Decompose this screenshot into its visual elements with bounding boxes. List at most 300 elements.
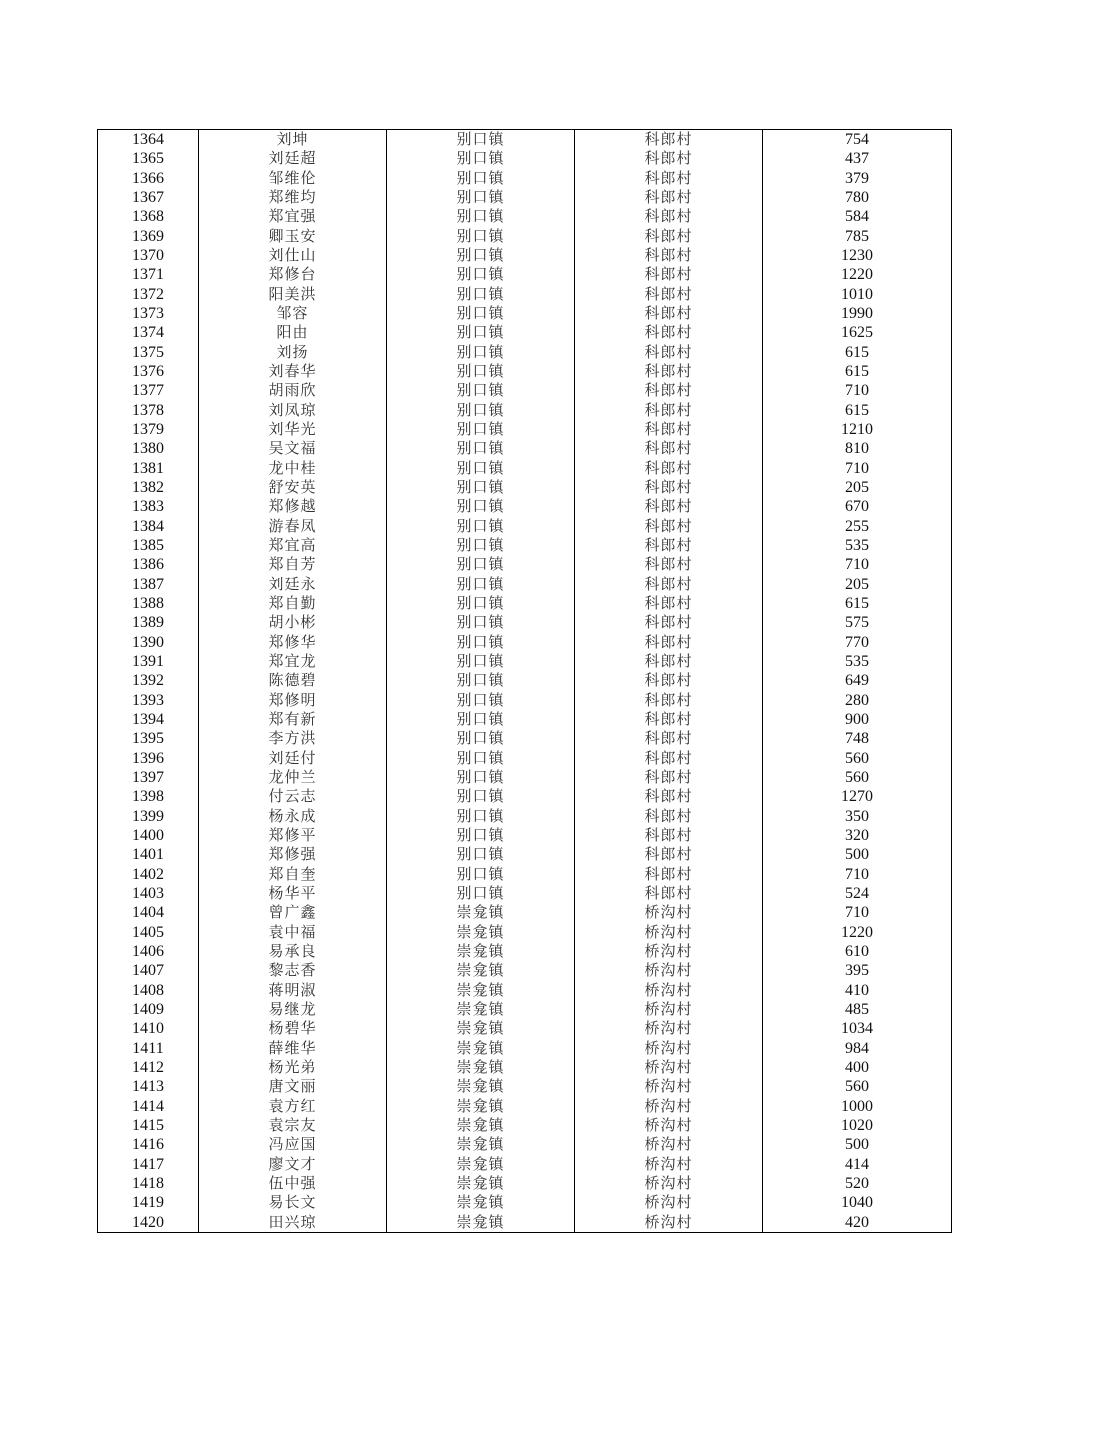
town-cell: 别口镇	[387, 864, 575, 883]
row-index-cell: 1414	[98, 1096, 199, 1115]
table-row	[98, 1019, 952, 1038]
village-cell: 桥沟村	[575, 1019, 763, 1038]
row-index-cell: 1417	[98, 1154, 199, 1173]
village-cell: 科郎村	[575, 265, 763, 284]
table-row	[98, 149, 952, 168]
table-row	[98, 594, 952, 613]
name-cell: 郑修越	[199, 497, 387, 516]
name-cell: 刘凤琼	[199, 401, 387, 420]
town-cell: 崇龛镇	[387, 1174, 575, 1193]
town-cell: 崇龛镇	[387, 942, 575, 961]
village-cell: 桥沟村	[575, 1154, 763, 1173]
town-cell: 别口镇	[387, 362, 575, 381]
amount-cell: 280	[763, 691, 952, 710]
town-cell: 别口镇	[387, 845, 575, 864]
row-index-cell: 1382	[98, 478, 199, 497]
amount-cell: 1210	[763, 420, 952, 439]
village-cell: 科郎村	[575, 459, 763, 478]
name-cell: 郑修华	[199, 633, 387, 652]
village-cell: 科郎村	[575, 285, 763, 304]
row-index-cell: 1408	[98, 980, 199, 999]
name-cell: 郑宜高	[199, 536, 387, 555]
town-cell: 崇龛镇	[387, 961, 575, 980]
name-cell: 卿玉安	[199, 227, 387, 246]
name-cell: 刘华光	[199, 420, 387, 439]
row-index-cell: 1371	[98, 265, 199, 284]
town-cell: 崇龛镇	[387, 1212, 575, 1232]
town-cell: 别口镇	[387, 207, 575, 226]
table-row	[98, 420, 952, 439]
table-row	[98, 1212, 952, 1232]
town-cell: 别口镇	[387, 749, 575, 768]
village-cell: 科郎村	[575, 517, 763, 536]
amount-cell: 615	[763, 594, 952, 613]
row-index-cell: 1374	[98, 323, 199, 342]
village-cell: 科郎村	[575, 420, 763, 439]
town-cell: 别口镇	[387, 555, 575, 574]
row-index-cell: 1392	[98, 671, 199, 690]
village-cell: 桥沟村	[575, 942, 763, 961]
amount-cell: 395	[763, 961, 952, 980]
name-cell: 胡雨欣	[199, 381, 387, 400]
town-cell: 别口镇	[387, 826, 575, 845]
town-cell: 别口镇	[387, 497, 575, 516]
name-cell: 廖文才	[199, 1154, 387, 1173]
table-row	[98, 246, 952, 265]
name-cell: 邹维伦	[199, 169, 387, 188]
row-index-cell: 1404	[98, 903, 199, 922]
row-index-cell: 1384	[98, 517, 199, 536]
amount-cell: 1040	[763, 1193, 952, 1212]
row-index-cell: 1401	[98, 845, 199, 864]
amount-cell: 379	[763, 169, 952, 188]
town-cell: 别口镇	[387, 517, 575, 536]
name-cell: 郑修明	[199, 691, 387, 710]
village-cell: 科郎村	[575, 304, 763, 323]
table-row	[98, 304, 952, 323]
town-cell: 别口镇	[387, 459, 575, 478]
village-cell: 科郎村	[575, 845, 763, 864]
name-cell: 易承良	[199, 942, 387, 961]
amount-cell: 649	[763, 671, 952, 690]
table-row	[98, 652, 952, 671]
town-cell: 别口镇	[387, 575, 575, 594]
row-index-cell: 1370	[98, 246, 199, 265]
village-cell: 桥沟村	[575, 1116, 763, 1135]
town-cell: 崇龛镇	[387, 1000, 575, 1019]
town-cell: 别口镇	[387, 536, 575, 555]
village-cell: 科郎村	[575, 497, 763, 516]
table-row	[98, 787, 952, 806]
amount-cell: 1220	[763, 922, 952, 941]
amount-cell: 1270	[763, 787, 952, 806]
town-cell: 崇龛镇	[387, 922, 575, 941]
amount-cell: 575	[763, 613, 952, 632]
amount-cell: 560	[763, 749, 952, 768]
row-index-cell: 1412	[98, 1058, 199, 1077]
town-cell: 崇龛镇	[387, 1077, 575, 1096]
row-index-cell: 1398	[98, 787, 199, 806]
table-row	[98, 1154, 952, 1173]
amount-cell: 615	[763, 362, 952, 381]
town-cell: 崇龛镇	[387, 1058, 575, 1077]
table-row	[98, 478, 952, 497]
table-row	[98, 323, 952, 342]
row-index-cell: 1375	[98, 343, 199, 362]
amount-cell: 1625	[763, 323, 952, 342]
table-row	[98, 768, 952, 787]
row-index-cell: 1366	[98, 169, 199, 188]
table-row	[98, 613, 952, 632]
town-cell: 别口镇	[387, 343, 575, 362]
amount-cell: 810	[763, 439, 952, 458]
table-row	[98, 1174, 952, 1193]
name-cell: 郑自奎	[199, 864, 387, 883]
name-cell: 邹容	[199, 304, 387, 323]
row-index-cell: 1390	[98, 633, 199, 652]
name-cell: 郑修台	[199, 265, 387, 284]
village-cell: 科郎村	[575, 826, 763, 845]
amount-cell: 255	[763, 517, 952, 536]
table-row	[98, 729, 952, 748]
amount-cell: 1230	[763, 246, 952, 265]
name-cell: 龙仲兰	[199, 768, 387, 787]
name-cell: 袁中福	[199, 922, 387, 941]
row-index-cell: 1388	[98, 594, 199, 613]
amount-cell: 535	[763, 652, 952, 671]
amount-cell: 710	[763, 381, 952, 400]
amount-cell: 770	[763, 633, 952, 652]
amount-cell: 500	[763, 845, 952, 864]
name-cell: 吴文福	[199, 439, 387, 458]
village-cell: 桥沟村	[575, 1058, 763, 1077]
name-cell: 杨碧华	[199, 1019, 387, 1038]
row-index-cell: 1387	[98, 575, 199, 594]
table-body	[98, 130, 952, 1233]
name-cell: 刘廷付	[199, 749, 387, 768]
town-cell: 别口镇	[387, 188, 575, 207]
row-index-cell: 1413	[98, 1077, 199, 1096]
village-cell: 桥沟村	[575, 980, 763, 999]
row-index-cell: 1394	[98, 710, 199, 729]
name-cell: 郑自勤	[199, 594, 387, 613]
row-index-cell: 1410	[98, 1019, 199, 1038]
row-index-cell: 1391	[98, 652, 199, 671]
village-cell: 科郎村	[575, 575, 763, 594]
village-cell: 桥沟村	[575, 1135, 763, 1154]
table-row	[98, 845, 952, 864]
village-cell: 桥沟村	[575, 1038, 763, 1057]
row-index-cell: 1418	[98, 1174, 199, 1193]
amount-cell: 500	[763, 1135, 952, 1154]
name-cell: 刘仕山	[199, 246, 387, 265]
town-cell: 别口镇	[387, 304, 575, 323]
table-row	[98, 362, 952, 381]
name-cell: 郑自芳	[199, 555, 387, 574]
row-index-cell: 1393	[98, 691, 199, 710]
town-cell: 别口镇	[387, 671, 575, 690]
village-cell: 科郎村	[575, 381, 763, 400]
village-cell: 科郎村	[575, 710, 763, 729]
row-index-cell: 1395	[98, 729, 199, 748]
village-cell: 桥沟村	[575, 903, 763, 922]
table-row	[98, 207, 952, 226]
amount-cell: 560	[763, 768, 952, 787]
amount-cell: 205	[763, 478, 952, 497]
village-cell: 桥沟村	[575, 922, 763, 941]
table-row	[98, 980, 952, 999]
amount-cell: 754	[763, 130, 952, 150]
village-cell: 科郎村	[575, 884, 763, 903]
village-cell: 桥沟村	[575, 1193, 763, 1212]
name-cell: 杨光弟	[199, 1058, 387, 1077]
village-cell: 科郎村	[575, 806, 763, 825]
village-cell: 科郎村	[575, 633, 763, 652]
table-row	[98, 671, 952, 690]
row-index-cell: 1368	[98, 207, 199, 226]
village-cell: 科郎村	[575, 149, 763, 168]
amount-cell: 535	[763, 536, 952, 555]
name-cell: 胡小彬	[199, 613, 387, 632]
table-row	[98, 826, 952, 845]
row-index-cell: 1373	[98, 304, 199, 323]
row-index-cell: 1381	[98, 459, 199, 478]
village-cell: 科郎村	[575, 401, 763, 420]
amount-cell: 748	[763, 729, 952, 748]
row-index-cell: 1379	[98, 420, 199, 439]
name-cell: 刘春华	[199, 362, 387, 381]
village-cell: 科郎村	[575, 613, 763, 632]
name-cell: 伍中强	[199, 1174, 387, 1193]
data-table	[97, 129, 952, 1233]
row-index-cell: 1377	[98, 381, 199, 400]
amount-cell: 984	[763, 1038, 952, 1057]
village-cell: 桥沟村	[575, 1212, 763, 1232]
amount-cell: 350	[763, 806, 952, 825]
amount-cell: 320	[763, 826, 952, 845]
name-cell: 阳美洪	[199, 285, 387, 304]
row-index-cell: 1396	[98, 749, 199, 768]
name-cell: 刘廷永	[199, 575, 387, 594]
row-index-cell: 1365	[98, 149, 199, 168]
amount-cell: 1034	[763, 1019, 952, 1038]
table-row	[98, 884, 952, 903]
row-index-cell: 1378	[98, 401, 199, 420]
village-cell: 桥沟村	[575, 961, 763, 980]
town-cell: 别口镇	[387, 691, 575, 710]
name-cell: 易长文	[199, 1193, 387, 1212]
village-cell: 科郎村	[575, 536, 763, 555]
amount-cell: 524	[763, 884, 952, 903]
table-row	[98, 343, 952, 362]
amount-cell: 785	[763, 227, 952, 246]
row-index-cell: 1406	[98, 942, 199, 961]
table-row	[98, 169, 952, 188]
table-row	[98, 1077, 952, 1096]
town-cell: 别口镇	[387, 227, 575, 246]
town-cell: 崇龛镇	[387, 903, 575, 922]
village-cell: 科郎村	[575, 439, 763, 458]
town-cell: 崇龛镇	[387, 1096, 575, 1115]
town-cell: 别口镇	[387, 323, 575, 342]
table-row	[98, 710, 952, 729]
amount-cell: 485	[763, 1000, 952, 1019]
town-cell: 别口镇	[387, 130, 575, 150]
amount-cell: 710	[763, 903, 952, 922]
amount-cell: 560	[763, 1077, 952, 1096]
table-row	[98, 265, 952, 284]
row-index-cell: 1367	[98, 188, 199, 207]
village-cell: 桥沟村	[575, 1096, 763, 1115]
table-row	[98, 922, 952, 941]
table-row	[98, 130, 952, 150]
town-cell: 别口镇	[387, 265, 575, 284]
row-index-cell: 1409	[98, 1000, 199, 1019]
town-cell: 别口镇	[387, 787, 575, 806]
table-row	[98, 864, 952, 883]
town-cell: 崇龛镇	[387, 1154, 575, 1173]
name-cell: 刘坤	[199, 130, 387, 150]
town-cell: 别口镇	[387, 420, 575, 439]
amount-cell: 615	[763, 343, 952, 362]
town-cell: 别口镇	[387, 285, 575, 304]
amount-cell: 1220	[763, 265, 952, 284]
amount-cell: 400	[763, 1058, 952, 1077]
name-cell: 刘廷超	[199, 149, 387, 168]
amount-cell: 780	[763, 188, 952, 207]
row-index-cell: 1399	[98, 806, 199, 825]
name-cell: 黎志香	[199, 961, 387, 980]
village-cell: 科郎村	[575, 652, 763, 671]
town-cell: 别口镇	[387, 149, 575, 168]
village-cell: 科郎村	[575, 671, 763, 690]
name-cell: 袁宗友	[199, 1116, 387, 1135]
amount-cell: 710	[763, 555, 952, 574]
row-index-cell: 1397	[98, 768, 199, 787]
row-index-cell: 1369	[98, 227, 199, 246]
town-cell: 别口镇	[387, 884, 575, 903]
name-cell: 陈德碧	[199, 671, 387, 690]
table-row	[98, 439, 952, 458]
village-cell: 科郎村	[575, 729, 763, 748]
town-cell: 别口镇	[387, 246, 575, 265]
town-cell: 别口镇	[387, 633, 575, 652]
village-cell: 科郎村	[575, 749, 763, 768]
village-cell: 科郎村	[575, 207, 763, 226]
amount-cell: 520	[763, 1174, 952, 1193]
table-row	[98, 381, 952, 400]
table-row	[98, 806, 952, 825]
town-cell: 别口镇	[387, 613, 575, 632]
village-cell: 科郎村	[575, 787, 763, 806]
table-row	[98, 1135, 952, 1154]
amount-cell: 410	[763, 980, 952, 999]
row-index-cell: 1364	[98, 130, 199, 150]
name-cell: 唐文丽	[199, 1077, 387, 1096]
amount-cell: 584	[763, 207, 952, 226]
name-cell: 杨华平	[199, 884, 387, 903]
village-cell: 科郎村	[575, 130, 763, 150]
village-cell: 科郎村	[575, 555, 763, 574]
name-cell: 袁方红	[199, 1096, 387, 1115]
row-index-cell: 1386	[98, 555, 199, 574]
town-cell: 别口镇	[387, 478, 575, 497]
row-index-cell: 1416	[98, 1135, 199, 1154]
amount-cell: 610	[763, 942, 952, 961]
amount-cell: 615	[763, 401, 952, 420]
town-cell: 崇龛镇	[387, 1135, 575, 1154]
row-index-cell: 1415	[98, 1116, 199, 1135]
name-cell: 蒋明淑	[199, 980, 387, 999]
name-cell: 付云志	[199, 787, 387, 806]
town-cell: 别口镇	[387, 594, 575, 613]
amount-cell: 710	[763, 459, 952, 478]
row-index-cell: 1385	[98, 536, 199, 555]
village-cell: 科郎村	[575, 169, 763, 188]
name-cell: 李方洪	[199, 729, 387, 748]
village-cell: 科郎村	[575, 323, 763, 342]
amount-cell: 710	[763, 864, 952, 883]
row-index-cell: 1380	[98, 439, 199, 458]
village-cell: 科郎村	[575, 188, 763, 207]
village-cell: 科郎村	[575, 768, 763, 787]
town-cell: 崇龛镇	[387, 1193, 575, 1212]
row-index-cell: 1383	[98, 497, 199, 516]
table-row	[98, 691, 952, 710]
amount-cell: 900	[763, 710, 952, 729]
amount-cell: 670	[763, 497, 952, 516]
village-cell: 科郎村	[575, 691, 763, 710]
town-cell: 别口镇	[387, 169, 575, 188]
table-row	[98, 1038, 952, 1057]
amount-cell: 205	[763, 575, 952, 594]
row-index-cell: 1372	[98, 285, 199, 304]
name-cell: 薛维华	[199, 1038, 387, 1057]
village-cell: 桥沟村	[575, 1174, 763, 1193]
table-row	[98, 1116, 952, 1135]
name-cell: 郑修平	[199, 826, 387, 845]
table-row	[98, 961, 952, 980]
table-row	[98, 903, 952, 922]
name-cell: 郑宜龙	[199, 652, 387, 671]
table-row	[98, 1058, 952, 1077]
village-cell: 桥沟村	[575, 1000, 763, 1019]
table-row	[98, 188, 952, 207]
name-cell: 游春凤	[199, 517, 387, 536]
town-cell: 别口镇	[387, 381, 575, 400]
town-cell: 崇龛镇	[387, 1116, 575, 1135]
table-row	[98, 536, 952, 555]
name-cell: 曾广鑫	[199, 903, 387, 922]
row-index-cell: 1403	[98, 884, 199, 903]
name-cell: 郑有新	[199, 710, 387, 729]
town-cell: 别口镇	[387, 652, 575, 671]
village-cell: 科郎村	[575, 343, 763, 362]
table-row	[98, 401, 952, 420]
village-cell: 科郎村	[575, 362, 763, 381]
amount-cell: 420	[763, 1212, 952, 1232]
village-cell: 科郎村	[575, 478, 763, 497]
table-row	[98, 749, 952, 768]
amount-cell: 437	[763, 149, 952, 168]
town-cell: 别口镇	[387, 806, 575, 825]
row-index-cell: 1402	[98, 864, 199, 883]
name-cell: 田兴琼	[199, 1212, 387, 1232]
village-cell: 科郎村	[575, 246, 763, 265]
village-cell: 桥沟村	[575, 1077, 763, 1096]
table-row	[98, 555, 952, 574]
town-cell: 崇龛镇	[387, 1019, 575, 1038]
